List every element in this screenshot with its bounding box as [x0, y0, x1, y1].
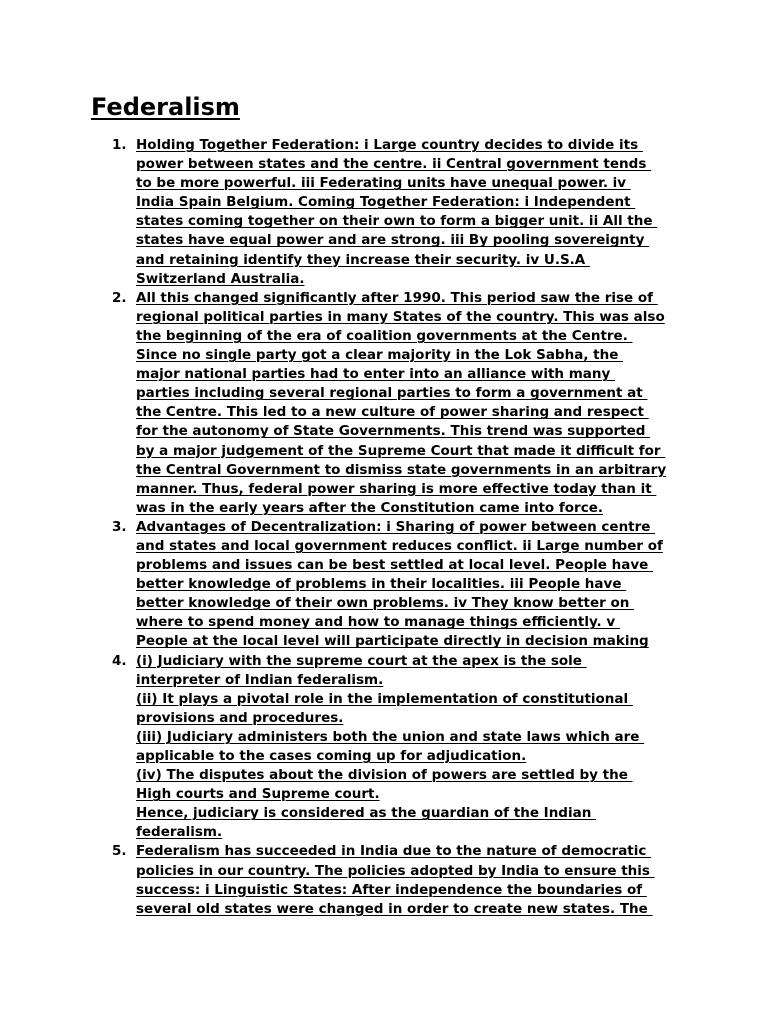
list-item-text-line: Since no single party got a clear majority in the Lok Sabha, the	[136, 347, 624, 364]
list-item-text-line: and retaining identify they increase their security. iv U.S.A	[136, 251, 590, 268]
list-item-text-line: All this changed significantly after 1990. This period saw the rise of	[136, 289, 658, 306]
list-item-text-line: and states and local government reduces conflict. ii Large number of	[136, 537, 663, 554]
list-item-number: 5.	[112, 843, 127, 860]
list-item-text-line: (ii) It plays a pivotal role in the implementation of constitutional	[136, 690, 633, 707]
list-item-text-line: states coming together on their own to form a bigger unit. ii All the	[136, 213, 658, 230]
list-item-text-line: where to spend money and how to manage things efficiently. v	[136, 614, 620, 631]
list-item-text-line: power between states and the centre. ii Central government tends	[136, 156, 652, 173]
list-item-text-line: (iii) Judiciary administers both the union and state laws which are	[136, 728, 645, 745]
list-item-text-line: India Spain Belgium. Coming Together Federation: i Independent	[136, 194, 636, 211]
list-item-text-line: the Central Government to dismiss state governments in an arbitrary	[136, 461, 667, 478]
list-item-text-line: success: i Linguistic States: After independence the boundaries of	[136, 881, 647, 898]
list-item-text-line: the beginning of the era of coalition governments at the Centre.	[136, 327, 633, 344]
list-item	[0, 842, 666, 918]
list-item-text-line: Switzerland Australia.	[136, 270, 305, 287]
list-item-text-line: several old states were changed in order to create new states. The	[136, 900, 653, 917]
list-item	[0, 652, 666, 843]
list-item-number: 1.	[112, 137, 127, 153]
list-item-text-line: to be more powerful. iii Federating units have unequal power. iv	[136, 175, 631, 192]
list-item-text-line: parties including several regional parties to form a government at	[136, 385, 648, 402]
list-item-text-line: federalism.	[136, 824, 223, 841]
list-item-text-line: the Centre. This led to a new culture of power sharing and respect	[136, 404, 649, 421]
list-item-text-line: regional political parties in many States of the country. This was also	[136, 308, 665, 325]
list-item-text-line: states have equal power and are strong. iii By pooling sovereignty	[136, 232, 650, 249]
page-title: Federalism	[91, 93, 240, 121]
list-item-text-line: provisions and procedures.	[136, 709, 344, 726]
list-item-number: 2.	[112, 289, 127, 306]
list-item-text-line: (i) Judiciary with the supreme court at the apex is the sole	[136, 652, 587, 669]
list-item-text-line: problems and issues can be best settled at local level. People have	[136, 557, 653, 574]
list-item-text-line: Holding Together Federation: i Large country decides to divide its	[136, 137, 643, 153]
list-item-text-line: better knowledge of problems in their localities. iii People have	[136, 576, 627, 593]
list-item-text-line: (iv) The disputes about the division of powers are settled by the	[136, 767, 633, 784]
list-item	[0, 289, 666, 518]
list-item-text-line: applicable to the cases coming up for adjudication.	[136, 748, 527, 764]
list-item-text-line: People at the local level will participate directly in decision making	[136, 633, 649, 650]
list-item-number: 3.	[112, 518, 127, 535]
list-item-text-line: by a major judgement of the Supreme Court that made it difficult for	[136, 442, 666, 459]
list-item-text-line: manner. Thus, federal power sharing is more effective today than it	[136, 480, 657, 497]
list-item-text-line: interpreter of Indian federalism.	[136, 671, 384, 688]
list-item-text-line: for the autonomy of State Governments. This trend was supported	[136, 423, 651, 440]
numbered-list	[0, 136, 666, 919]
list-item-text-line: Advantages of Decentralization: i Sharing of power between centre	[136, 518, 656, 535]
list-item-text-line: was in the early years after the Constitution came into force.	[136, 499, 603, 516]
list-item-text-line: Federalism has succeeded in India due to the nature of democratic	[136, 843, 652, 860]
list-item	[0, 136, 666, 289]
list-item-text-line: better knowledge of their own problems. iv They know better on	[136, 595, 635, 612]
list-item-text-line: major national parties had to enter into an alliance with many	[136, 366, 616, 383]
list-item-text-line: High courts and Supreme court.	[136, 786, 380, 803]
list-item-text-line: Hence, judiciary is considered as the guardian of the Indian	[136, 805, 597, 822]
list-item-text-line: policies in our country. The policies adopted by India to ensure this	[136, 862, 655, 879]
list-item-number: 4.	[112, 652, 127, 669]
list-item	[0, 518, 666, 652]
